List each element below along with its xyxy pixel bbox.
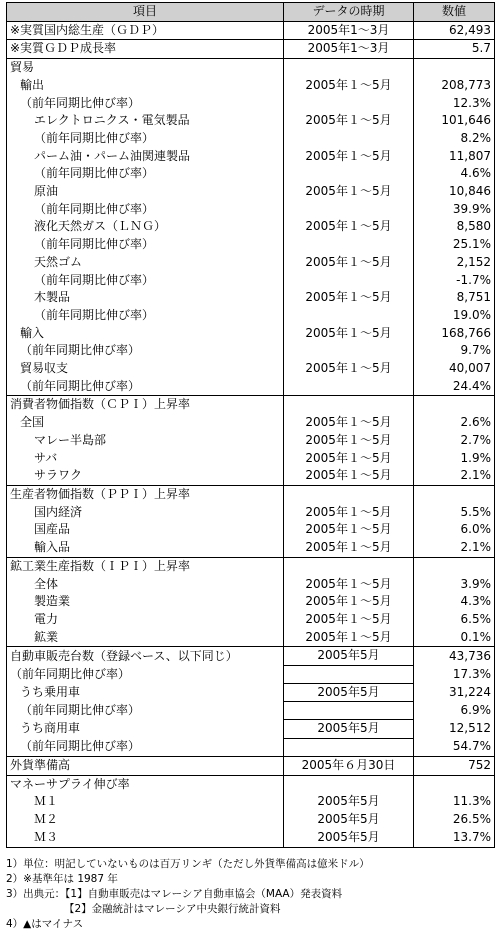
row-value: 43,736	[414, 647, 495, 666]
row-period	[284, 165, 414, 183]
row-item-label: 貿易	[7, 59, 284, 77]
row-period: 2005年１～5月	[284, 611, 414, 629]
row-item-label: 天然ゴム	[7, 254, 284, 272]
row-period	[284, 130, 414, 148]
row-value: 4.3%	[414, 593, 495, 611]
row-period: 2005年１～5月	[284, 360, 414, 378]
row-item-label: 自動車販売台数（登録ベース、以下同じ）	[7, 647, 284, 666]
table-row	[7, 521, 495, 539]
row-period	[284, 485, 414, 503]
table-body	[7, 21, 495, 847]
row-value: 2.7%	[414, 432, 495, 450]
row-value: 2,152	[414, 254, 495, 272]
row-value: 39.9%	[414, 201, 495, 219]
table-row	[7, 414, 495, 432]
table-row	[7, 720, 495, 739]
row-period: 2005年１～5月	[284, 521, 414, 539]
row-period: 2005年5月	[284, 720, 414, 739]
row-period	[284, 307, 414, 325]
row-item-label: サバ	[7, 450, 284, 468]
row-period: 2005年１～5月	[284, 325, 414, 343]
row-period: 2005年１～5月	[284, 432, 414, 450]
row-item-label: 輸入	[7, 325, 284, 343]
table-row	[7, 811, 495, 829]
footnote-3: 3）出典元：【1】自動車販売はマレーシア自動車協会（MAA）発表資料	[6, 888, 343, 900]
footnote-1: 1）単位：明記していないものは百万リンギ（ただし外貨準備高は億米ドル）	[6, 858, 370, 870]
table-row	[7, 504, 495, 522]
row-item-label: 貿易収支	[7, 360, 284, 378]
row-item-label: （前年同期比伸び率）	[7, 702, 284, 720]
row-period: 2005年１～5月	[284, 183, 414, 201]
footnote-4: 4）▲はマイナス	[6, 918, 84, 930]
row-item-label: 鉱工業生産指数（ＩＰＩ）上昇率	[7, 557, 284, 575]
row-item-label: 木製品	[7, 289, 284, 307]
row-item-label: （前年同期比伸び率）	[7, 342, 284, 360]
row-value: 5.7	[414, 40, 495, 59]
row-item-label: （前年同期比伸び率）	[7, 165, 284, 183]
table-row	[7, 593, 495, 611]
row-period: 2005年5月	[284, 811, 414, 829]
row-value: 2.6%	[414, 414, 495, 432]
row-item-label: （前年同期比伸び率）	[7, 666, 284, 684]
row-period: 2005年5月	[284, 683, 414, 702]
row-period: 2005年１～5月	[284, 450, 414, 468]
table-row	[7, 666, 495, 684]
row-period: 2005年１～5月	[284, 77, 414, 95]
row-item-label: （前年同期比伸び率）	[7, 130, 284, 148]
row-period	[284, 95, 414, 113]
statistics-table	[6, 2, 495, 848]
table-row	[7, 576, 495, 594]
row-period	[284, 272, 414, 290]
table-row	[7, 396, 495, 414]
row-item-label: 国産品	[7, 521, 284, 539]
table-row	[7, 629, 495, 647]
statistics-table-container	[6, 2, 494, 848]
table-row	[7, 165, 495, 183]
table-row	[7, 95, 495, 113]
row-value: 2.1%	[414, 539, 495, 557]
row-period	[284, 702, 414, 720]
row-item-label: ※実質国内総生産（ＧＤＰ）	[7, 21, 284, 40]
table-row	[7, 829, 495, 847]
row-value	[414, 59, 495, 77]
row-value: 25.1%	[414, 236, 495, 254]
header-period: データの時期	[284, 3, 414, 22]
table-row	[7, 183, 495, 201]
row-item-label: ※実質ＧＤＰ成長率	[7, 40, 284, 59]
row-value: 10,846	[414, 183, 495, 201]
row-period: 2005年5月	[284, 647, 414, 666]
row-item-label: うち乗用車	[7, 683, 284, 702]
row-period: 2005年1～3月	[284, 40, 414, 59]
row-period	[284, 342, 414, 360]
row-item-label: 液化天然ガス（ＬＮＧ）	[7, 218, 284, 236]
row-item-label: 原油	[7, 183, 284, 201]
footnotes	[6, 857, 494, 932]
row-period: 2005年１～5月	[284, 112, 414, 130]
table-row	[7, 432, 495, 450]
row-value: -1.7%	[414, 272, 495, 290]
row-item-label: パーム油・パーム油関連製品	[7, 148, 284, 166]
table-row	[7, 59, 495, 77]
row-value: 168,766	[414, 325, 495, 343]
table-row	[7, 112, 495, 130]
row-period	[284, 236, 414, 254]
row-item-label: （前年同期比伸び率）	[7, 307, 284, 325]
row-value: 9.7%	[414, 342, 495, 360]
row-value: 1.9%	[414, 450, 495, 468]
table-row	[7, 130, 495, 148]
row-period: 2005年１～5月	[284, 629, 414, 647]
row-value: 2.1%	[414, 467, 495, 485]
row-value: 24.4%	[414, 378, 495, 396]
row-item-label: Ｍ１	[7, 793, 284, 811]
table-row	[7, 218, 495, 236]
table-row	[7, 775, 495, 793]
row-period: 2005年5月	[284, 793, 414, 811]
table-row	[7, 485, 495, 503]
row-item-label: 輸入品	[7, 539, 284, 557]
table-row	[7, 21, 495, 40]
row-value: 12.3%	[414, 95, 495, 113]
table-row	[7, 254, 495, 272]
header-value: 数値	[414, 3, 495, 22]
row-item-label: 生産者物価指数（ＰＰＩ）上昇率	[7, 485, 284, 503]
row-period: 2005年１～5月	[284, 414, 414, 432]
header-item: 項目	[7, 3, 284, 22]
row-value	[414, 396, 495, 414]
row-period	[284, 396, 414, 414]
table-row	[7, 757, 495, 776]
row-value: 12,512	[414, 720, 495, 739]
row-value: 6.0%	[414, 521, 495, 539]
footnote-2: 2）※基準年は 1987 年	[6, 873, 118, 885]
table-row	[7, 272, 495, 290]
row-value: 208,773	[414, 77, 495, 95]
table-row	[7, 325, 495, 343]
row-period: 2005年１～5月	[284, 539, 414, 557]
table-row	[7, 289, 495, 307]
table-row	[7, 702, 495, 720]
table-row	[7, 557, 495, 575]
row-item-label: エレクトロニクス・電気製品	[7, 112, 284, 130]
row-value: 40,007	[414, 360, 495, 378]
row-item-label: （前年同期比伸び率）	[7, 378, 284, 396]
row-value: 11,807	[414, 148, 495, 166]
row-item-label: Ｍ３	[7, 829, 284, 847]
row-period: 2005年１～5月	[284, 504, 414, 522]
table-row	[7, 450, 495, 468]
row-period: 2005年１～5月	[284, 576, 414, 594]
row-period: 2005年６月30日	[284, 757, 414, 776]
row-value: 6.9%	[414, 702, 495, 720]
table-header-row	[7, 3, 495, 22]
table-row	[7, 738, 495, 756]
row-value: 54.7%	[414, 738, 495, 756]
table-row	[7, 647, 495, 666]
row-item-label: 電力	[7, 611, 284, 629]
row-item-label: （前年同期比伸び率）	[7, 272, 284, 290]
row-item-label: 国内経済	[7, 504, 284, 522]
row-item-label: うち商用車	[7, 720, 284, 739]
row-value: 13.7%	[414, 829, 495, 847]
row-period	[284, 775, 414, 793]
row-value: 17.3%	[414, 666, 495, 684]
row-value: 4.6%	[414, 165, 495, 183]
row-value: 101,646	[414, 112, 495, 130]
table-row	[7, 360, 495, 378]
row-value: 3.9%	[414, 576, 495, 594]
row-item-label: マレー半島部	[7, 432, 284, 450]
row-value: 19.0%	[414, 307, 495, 325]
table-row	[7, 467, 495, 485]
row-value: 26.5%	[414, 811, 495, 829]
row-item-label: 消費者物価指数（ＣＰＩ）上昇率	[7, 396, 284, 414]
row-item-label: 全体	[7, 576, 284, 594]
row-value	[414, 557, 495, 575]
table-row	[7, 683, 495, 702]
table-row	[7, 77, 495, 95]
row-value: 0.1%	[414, 629, 495, 647]
row-item-label: マネーサプライ伸び率	[7, 775, 284, 793]
row-value: 31,224	[414, 683, 495, 702]
row-value: 11.3%	[414, 793, 495, 811]
row-value: 6.5%	[414, 611, 495, 629]
row-period: 2005年１～5月	[284, 467, 414, 485]
row-value: 752	[414, 757, 495, 776]
row-value: 8,580	[414, 218, 495, 236]
row-value: 62,493	[414, 21, 495, 40]
row-item-label: （前年同期比伸び率）	[7, 738, 284, 756]
row-item-label: Ｍ２	[7, 811, 284, 829]
row-period: 2005年１～5月	[284, 254, 414, 272]
table-row	[7, 236, 495, 254]
row-value: 8.2%	[414, 130, 495, 148]
row-period: 2005年１～5月	[284, 218, 414, 236]
row-item-label: （前年同期比伸び率）	[7, 201, 284, 219]
row-item-label: （前年同期比伸び率）	[7, 95, 284, 113]
table-row	[7, 307, 495, 325]
row-period: 2005年１～5月	[284, 148, 414, 166]
table-row	[7, 539, 495, 557]
row-item-label: 全国	[7, 414, 284, 432]
row-period	[284, 378, 414, 396]
footnote-3b: 【2】金融統計はマレーシア中央銀行統計資料	[64, 903, 281, 915]
row-value: 5.5%	[414, 504, 495, 522]
row-period: 2005年1～3月	[284, 21, 414, 40]
row-item-label: 外貨準備高	[7, 757, 284, 776]
table-row	[7, 793, 495, 811]
row-period: 2005年１～5月	[284, 289, 414, 307]
table-row	[7, 40, 495, 59]
table-row	[7, 342, 495, 360]
row-value	[414, 775, 495, 793]
table-row	[7, 378, 495, 396]
row-period	[284, 201, 414, 219]
row-value	[414, 485, 495, 503]
row-period	[284, 666, 414, 684]
row-item-label: サラワク	[7, 467, 284, 485]
table-row	[7, 148, 495, 166]
row-item-label: （前年同期比伸び率）	[7, 236, 284, 254]
row-value: 8,751	[414, 289, 495, 307]
row-period: 2005年１～5月	[284, 593, 414, 611]
row-item-label: 輸出	[7, 77, 284, 95]
row-period: 2005年5月	[284, 829, 414, 847]
table-row	[7, 201, 495, 219]
row-period	[284, 738, 414, 756]
table-row	[7, 611, 495, 629]
row-period	[284, 557, 414, 575]
row-item-label: 鉱業	[7, 629, 284, 647]
row-item-label: 製造業	[7, 593, 284, 611]
row-period	[284, 59, 414, 77]
